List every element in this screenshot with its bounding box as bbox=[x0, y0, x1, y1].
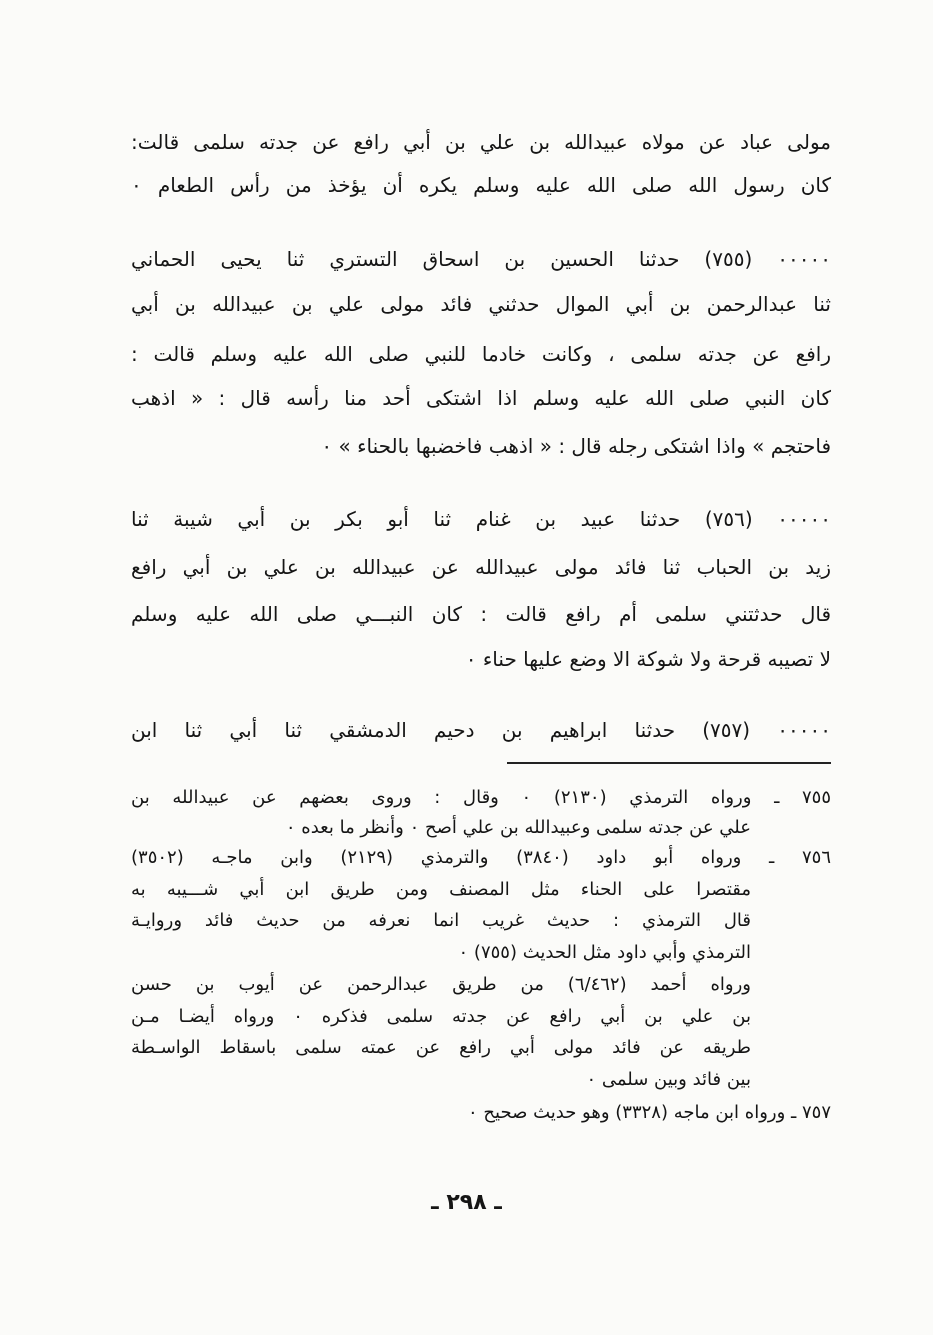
footnote-line: قال الترمذي : حديث غريب انما نعرفه من حديث فائد وروايـة bbox=[131, 910, 751, 931]
footnote-line: مقتصرا على الحناء مثل المصنف ومن طريق ابن أبي شـــيبه به bbox=[131, 879, 751, 900]
text-line: فاحتجم » واذا اشتكى رجله قال : « اذهب فاخضبها بالحناء » ٠ bbox=[321, 434, 831, 458]
text-line: قال حدثتني سلمى أم رافع قالت : كان النبـــي صلى الله عليه وسلم bbox=[131, 602, 831, 626]
footnote-line: ورواه أحمد (٦/٤٦٢) من طريق عبدالرحمن عن أيوب بن حسن bbox=[131, 974, 751, 995]
text-line: كان رسول الله صلى الله عليه وسلم يكره أن يؤخذ من رأس الطعام ٠ bbox=[131, 173, 831, 197]
footnote-756: ٧٥٦ ـ ورواه أبو داود (٣٨٤٠) والترمذي (٢١٢٩) وابن ماجـه (٣٥٠٢) bbox=[131, 847, 831, 868]
hadith-756-line: ٠٠٠٠٠ (٧٥٦) حدثنا عبيد بن غنام ثنا أبو بكر بن أبي شيبة ثنا bbox=[131, 507, 831, 531]
footnote-separator bbox=[507, 762, 831, 764]
footnote-755: ٧٥٥ ـ ورواه الترمذي (٢١٣٠) ٠ وقال : وروى بعضهم عن عبيدالله بن bbox=[131, 787, 832, 808]
text-line: لا تصيبه قرحة ولا شوكة الا وضع عليها حناء ٠ bbox=[465, 647, 831, 671]
footnote-line: علي عن جدته سلمى وعبيدالله بن علي أصح ٠ وأنظر ما بعده ٠ bbox=[285, 817, 751, 838]
hadith-757-line: ٠٠٠٠٠ (٧٥٧) حدثنا ابراهيم بن دحيم الدمشقي ثنا أبي ثنا ابن bbox=[131, 718, 831, 742]
footnote-line: بين فائد وبين سلمى ٠ bbox=[586, 1069, 751, 1090]
footnote-line: الترمذي وأبي داود مثل الحديث (٧٥٥) ٠ bbox=[458, 942, 751, 963]
hadith-755-line: ٠٠٠٠٠ (٧٥٥) حدثنا الحسين بن اسحاق التستري ثنا يحيى الحماني bbox=[131, 247, 831, 271]
text-line: ثنا عبدالرحمن بن أبي الموال حدثني فائد مولى علي بن عبيدالله بن أبي bbox=[131, 292, 831, 316]
text-line: رافع عن جدته سلمى ، وكانت خادما للنبي صلى الله عليه وسلم قالت : bbox=[131, 342, 831, 366]
footnote-757: ٧٥٧ ـ ورواه ابن ماجه (٣٣٢٨) وهو حديث صحيح ٠ bbox=[468, 1102, 831, 1123]
text-line: مولى عباد عن مولاه عبيدالله بن علي بن أبي رافع عن جدته سلمى قالت: bbox=[131, 130, 831, 154]
text-line: كان النبي صلى الله عليه وسلم اذا اشتكى أحد منا رأسه قال : « اذهب bbox=[131, 386, 831, 410]
text-line: زيد بن الحباب ثنا فائد مولى عبيدالله عن عبيدالله بن علي بن أبي رافع bbox=[131, 555, 831, 579]
footnote-line: بن علي بن أبي رافع عن جدته سلمى فذكره ٠ ورواه أيضـا مـن bbox=[131, 1006, 752, 1027]
page-number: ـ ٢٩٨ ـ bbox=[431, 1190, 502, 1215]
footnote-line: طريقه عن فائد مولى أبي رافع عن عمته سلمى باسقاط الواسـطة bbox=[131, 1037, 751, 1058]
